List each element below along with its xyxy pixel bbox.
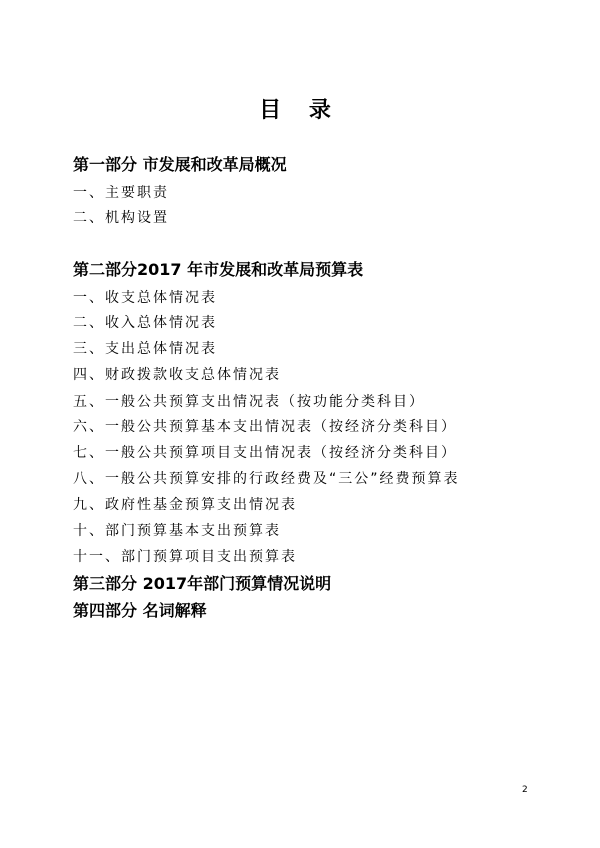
section-heading-part-2: 第二部分2017 年市发展和改革局预算表 (73, 260, 364, 279)
toc-item: 九、政府性基金预算支出情况表 (73, 497, 297, 513)
page-number: 2 (522, 785, 528, 795)
toc-item: 五、一般公共预算支出情况表（按功能分类科目） (73, 394, 425, 410)
page-title: 目 录 (259, 98, 341, 123)
toc-item: 十、部门预算基本支出预算表 (73, 523, 281, 539)
section-heading-part-1: 第一部分 市发展和改革局概况 (73, 155, 287, 174)
toc-item: 三、支出总体情况表 (73, 341, 217, 357)
toc-item: 八、一般公共预算安排的行政经费及“三公”经费预算表 (73, 471, 460, 487)
toc-item: 十一、部门预算项目支出预算表 (73, 549, 297, 565)
toc-item: 七、一般公共预算项目支出情况表（按经济分类科目） (73, 445, 457, 461)
toc-item: 二、收入总体情况表 (73, 315, 217, 331)
toc-item: 一、收支总体情况表 (73, 290, 217, 306)
toc-item: 六、一般公共预算基本支出情况表（按经济分类科目） (73, 419, 457, 435)
toc-item: 一、主要职责 (73, 185, 169, 201)
section-heading-part-4: 第四部分 名词解释 (73, 601, 207, 620)
toc-item: 四、财政拨款收支总体情况表 (73, 367, 281, 383)
section-heading-part-3: 第三部分 2017年部门预算情况说明 (73, 574, 332, 593)
toc-item: 二、机构设置 (73, 210, 169, 226)
